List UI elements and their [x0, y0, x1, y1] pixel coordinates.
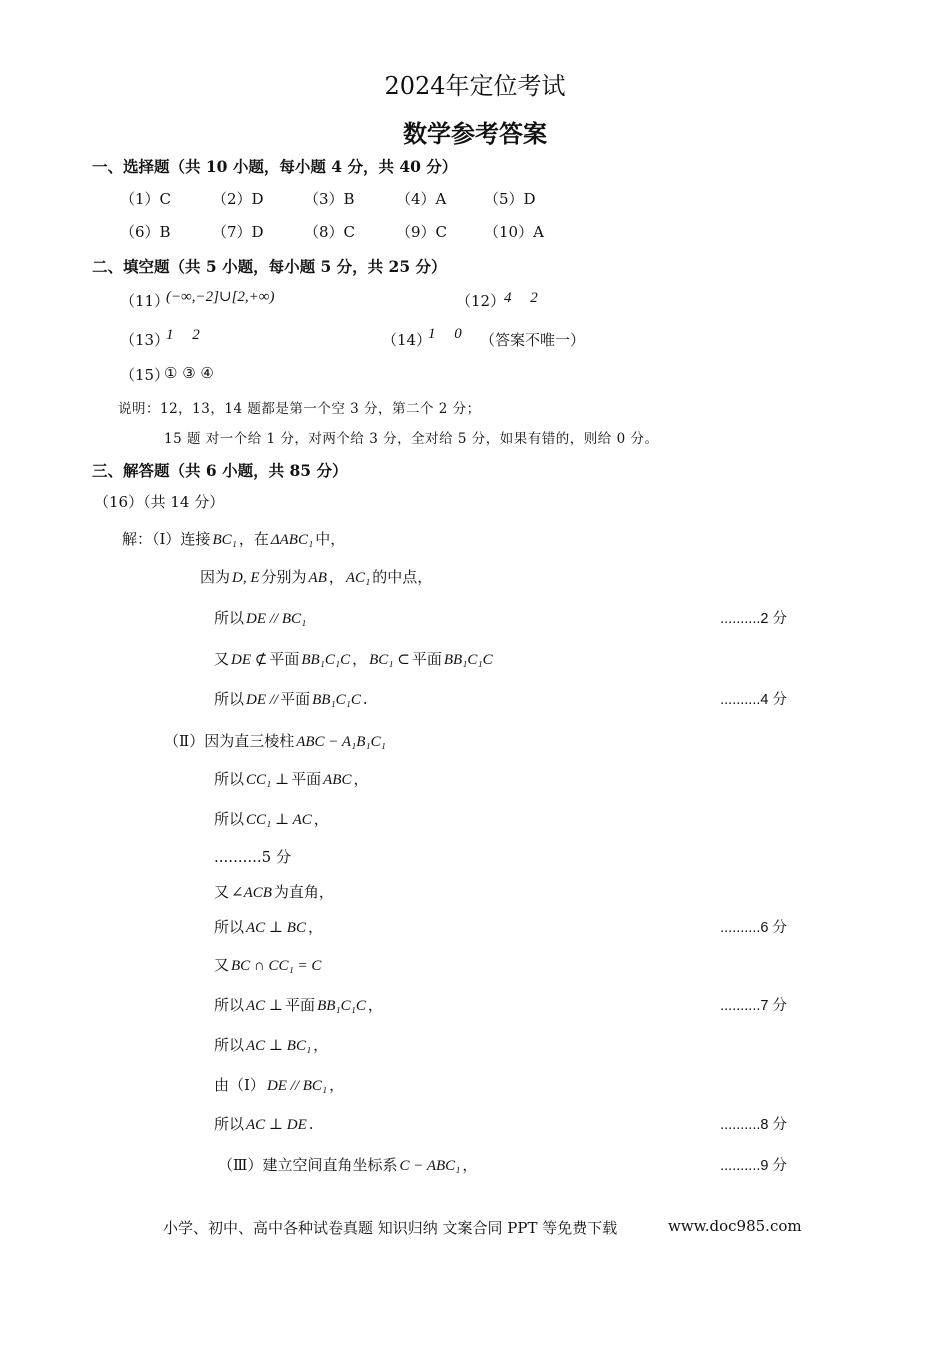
solution-text: ， [307, 918, 323, 936]
solution-text: 解：（Ⅰ）连接 [122, 530, 211, 548]
math-expression: ΔABC₁ [270, 532, 314, 548]
mc-answer: （6）B [120, 223, 171, 241]
solution-text: 平面 [280, 690, 311, 708]
scoring-note-1: 说明：12，13，14 题都是第一个空 3 分，第二个 2 分； [118, 401, 481, 417]
solution-line [214, 808, 329, 829]
solution-text: 又 [214, 650, 230, 668]
q13-label: （13） [120, 331, 170, 349]
solution-text: ..........5 分 [214, 848, 291, 866]
mc-answer: （5）D [484, 190, 536, 208]
q15-answer: ① ③ ④ [164, 364, 214, 382]
footer-ad-text: 小学、初中、高中各种试卷真题 知识归纳 文案合同 PPT 等免费下载 [163, 1219, 618, 1237]
math-expression: D, E [232, 570, 260, 586]
score-marker: ..........8 分 [720, 1117, 787, 1133]
solution-line [214, 768, 368, 789]
solution-text: 平面 [285, 996, 316, 1014]
solution-line [214, 994, 383, 1015]
solution-text: ， [462, 1156, 478, 1174]
math-expression: BB₁C₁C [312, 692, 361, 708]
solution-text: 平面 [411, 650, 442, 668]
mc-answer: （7）D [212, 223, 264, 241]
math-expression: AC₁ [345, 570, 371, 586]
math-expression: AB [308, 570, 327, 586]
solution-text: 由（Ⅰ） [214, 1076, 265, 1094]
mc-answer: （9）C [396, 223, 448, 241]
solution-line [214, 846, 291, 867]
section1-heading: 一、选择题（共 10 小题，每小题 4 分，共 40 分） [92, 157, 458, 176]
score-marker: ..........6 分 [720, 920, 787, 936]
solution-text: 所以 [214, 1036, 245, 1054]
solution-text: 所以 [214, 810, 245, 828]
math-expression: DE // [246, 692, 279, 708]
scoring-note-2: 15 题 对一个给 1 分，对两个给 3 分，全对给 5 分，如果有错的，则给 0 分。 [164, 431, 659, 447]
solution-text: （Ⅲ）建立空间直角坐标系 [218, 1156, 398, 1174]
q14-note: （答案不唯一） [480, 331, 586, 349]
score-marker: ..........9 分 [720, 1158, 787, 1174]
math-expression: BC₁ [212, 532, 237, 548]
math-expression: BC ∩ CC₁ = C [231, 958, 322, 974]
math-expression: AC ⊥ BC [246, 920, 306, 936]
mc-answer: （3）B [304, 190, 355, 208]
solution-line [214, 1074, 344, 1095]
solution-text: 所以 [214, 690, 245, 708]
solution-text: ， [367, 996, 383, 1014]
solution-text: 中， [315, 530, 346, 548]
math-expression: ABC − A₁B₁C₁ [296, 734, 386, 750]
q12-answer: 4 2 [504, 290, 538, 306]
mc-answer: （2）D [212, 190, 264, 208]
solution-text: . [362, 690, 368, 708]
solution-text: ，在 [238, 530, 269, 548]
solution-text: （Ⅱ）因为直三棱柱 [164, 732, 295, 750]
math-expression: BB₁C₁C [301, 652, 351, 668]
mc-answer: （4）A [396, 190, 447, 208]
mc-answer: （1）C [120, 190, 172, 208]
solution-text: 所以 [214, 770, 245, 788]
math-expression: C − ABC₁ [399, 1158, 461, 1174]
math-expression: AC ⊥ DE [246, 1117, 307, 1133]
exam-title: 2024年定位考试 [384, 72, 566, 100]
q12-label: （12） [456, 292, 506, 310]
solution-text: ， [313, 1036, 329, 1054]
solution-text: 平面 [269, 650, 300, 668]
q14-answer: 1 0 [428, 326, 462, 342]
solution-line [214, 1113, 314, 1134]
solution-text: ， [353, 770, 369, 788]
q15-label: （15） [120, 366, 170, 384]
solution-text: ， [328, 568, 344, 586]
q11-answer: (−∞,−2]∪[2,+∞) [166, 289, 275, 305]
mc-answer: （8）C [304, 223, 356, 241]
solution-line [214, 607, 308, 628]
math-expression: BC₁ ⊂ [369, 652, 410, 668]
solution-line [218, 1154, 477, 1175]
solution-text: ， [329, 1076, 345, 1094]
math-expression: ABC [323, 772, 352, 788]
solution-line [214, 954, 323, 975]
solution-text: 又 [214, 883, 230, 901]
score-marker: ..........2 分 [720, 611, 787, 627]
math-expression: DE ⊄ [231, 652, 268, 668]
solution-text: 平面 [291, 770, 322, 788]
solution-text: 所以 [214, 918, 245, 936]
section2-heading: 二、填空题（共 5 小题，每小题 5 分，共 25 分） [92, 257, 447, 276]
math-expression: AC ⊥ [246, 998, 284, 1014]
solution-text: ， [313, 810, 329, 828]
solution-line [122, 528, 345, 549]
math-expression: CC₁ ⊥ [246, 772, 290, 788]
solution-text: 又 [214, 956, 230, 974]
math-expression: DE // BC₁ [266, 1078, 328, 1094]
solution-line [214, 881, 334, 902]
solution-line [164, 730, 388, 751]
section3-heading: 三、解答题（共 6 小题，共 85 分） [92, 461, 348, 480]
solution-text: 所以 [214, 1115, 245, 1133]
solution-line [214, 916, 323, 937]
math-expression: BB₁C₁C [443, 652, 493, 668]
score-marker: ..........4 分 [720, 692, 787, 708]
problem-16-header: （16）（共 14 分） [94, 493, 225, 511]
solution-line [214, 688, 368, 709]
solution-text: ， [352, 650, 368, 668]
solution-text: . [308, 1115, 314, 1133]
solution-line [214, 1034, 328, 1055]
q11-label: （11） [120, 292, 170, 310]
solution-text: 为直角， [273, 883, 334, 901]
answer-key-title: 数学参考答案 [403, 119, 547, 148]
math-expression: DE // BC₁ [246, 611, 307, 627]
solution-text: 所以 [214, 609, 245, 627]
mc-answer: （10）A [484, 223, 544, 241]
solution-text: 的中点， [372, 568, 433, 586]
solution-line [200, 566, 432, 587]
q13-answer: 1 2 [166, 327, 200, 343]
solution-text: 所以 [214, 996, 245, 1014]
q14-label: （14） [382, 331, 432, 349]
solution-line [214, 648, 495, 669]
math-expression: ∠ACB [231, 885, 272, 901]
footer-website: www.doc985.com [668, 1217, 802, 1235]
math-expression: CC₁ ⊥ AC [246, 812, 312, 828]
solution-text: 因为 [200, 568, 231, 586]
solution-text: 分别为 [261, 568, 307, 586]
math-expression: BB₁C₁C [317, 998, 366, 1014]
math-expression: AC ⊥ BC₁ [246, 1038, 312, 1054]
score-marker: ..........7 分 [720, 998, 787, 1014]
